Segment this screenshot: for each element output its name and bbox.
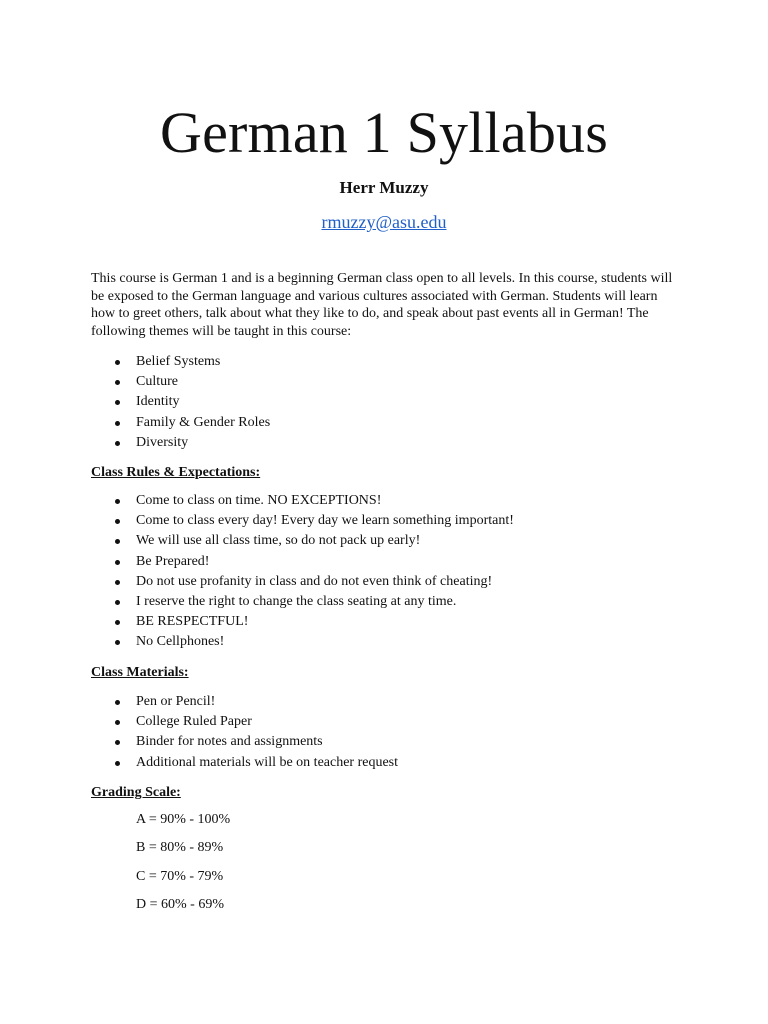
materials-list [91, 692, 691, 773]
author-name: Herr Muzzy [339, 178, 429, 197]
rules-list [91, 491, 691, 653]
list-item: Family & Gender Roles [91, 413, 691, 433]
list-item: Come to class every day! Every day we learn something important! [91, 511, 691, 531]
list-item: Be Prepared! [91, 552, 691, 572]
list-item: I reserve the right to change the class seating at any time. [91, 592, 691, 612]
themes-list [91, 352, 691, 453]
intro-paragraph: This course is German 1 and is a beginning German class open to all levels. In this course, students will be exposed to the German language and various cultures associated with German. Students will learn how to greet others, talk about what they like to do, and speak about past events all in German! The following themes will be taught in this course: [91, 271, 673, 339]
grade-a: A = 90% - 100% [136, 812, 231, 827]
list-item: College Ruled Paper [91, 712, 691, 732]
email-link[interactable]: rmuzzy@asu.edu [321, 212, 447, 232]
list-item: BE RESPECTFUL! [91, 612, 691, 632]
rules-heading: Class Rules & Expectations: [91, 465, 261, 480]
email-line [0, 210, 768, 234]
grading-heading: Grading Scale: [91, 785, 181, 800]
list-item: Additional materials will be on teacher request [91, 753, 691, 773]
grade-b: B = 80% - 89% [136, 840, 224, 855]
list-item: Diversity [91, 433, 691, 453]
list-item: Belief Systems [91, 352, 691, 372]
list-item: Do not use profanity in class and do not even think of cheating! [91, 572, 691, 592]
grade-d: D = 60% - 69% [136, 897, 224, 912]
page-title: German 1 Syllabus [159, 100, 608, 165]
list-item: We will use all class time, so do not pack up early! [91, 531, 691, 551]
list-item: Pen or Pencil! [91, 692, 691, 712]
list-item: Binder for notes and assignments [91, 732, 691, 752]
list-item: Come to class on time. NO EXCEPTIONS! [91, 491, 691, 511]
list-item: Identity [91, 392, 691, 412]
grade-c: C = 70% - 79% [136, 869, 224, 884]
materials-heading: Class Materials: [91, 665, 189, 680]
list-item: No Cellphones! [91, 632, 691, 652]
list-item: Culture [91, 372, 691, 392]
